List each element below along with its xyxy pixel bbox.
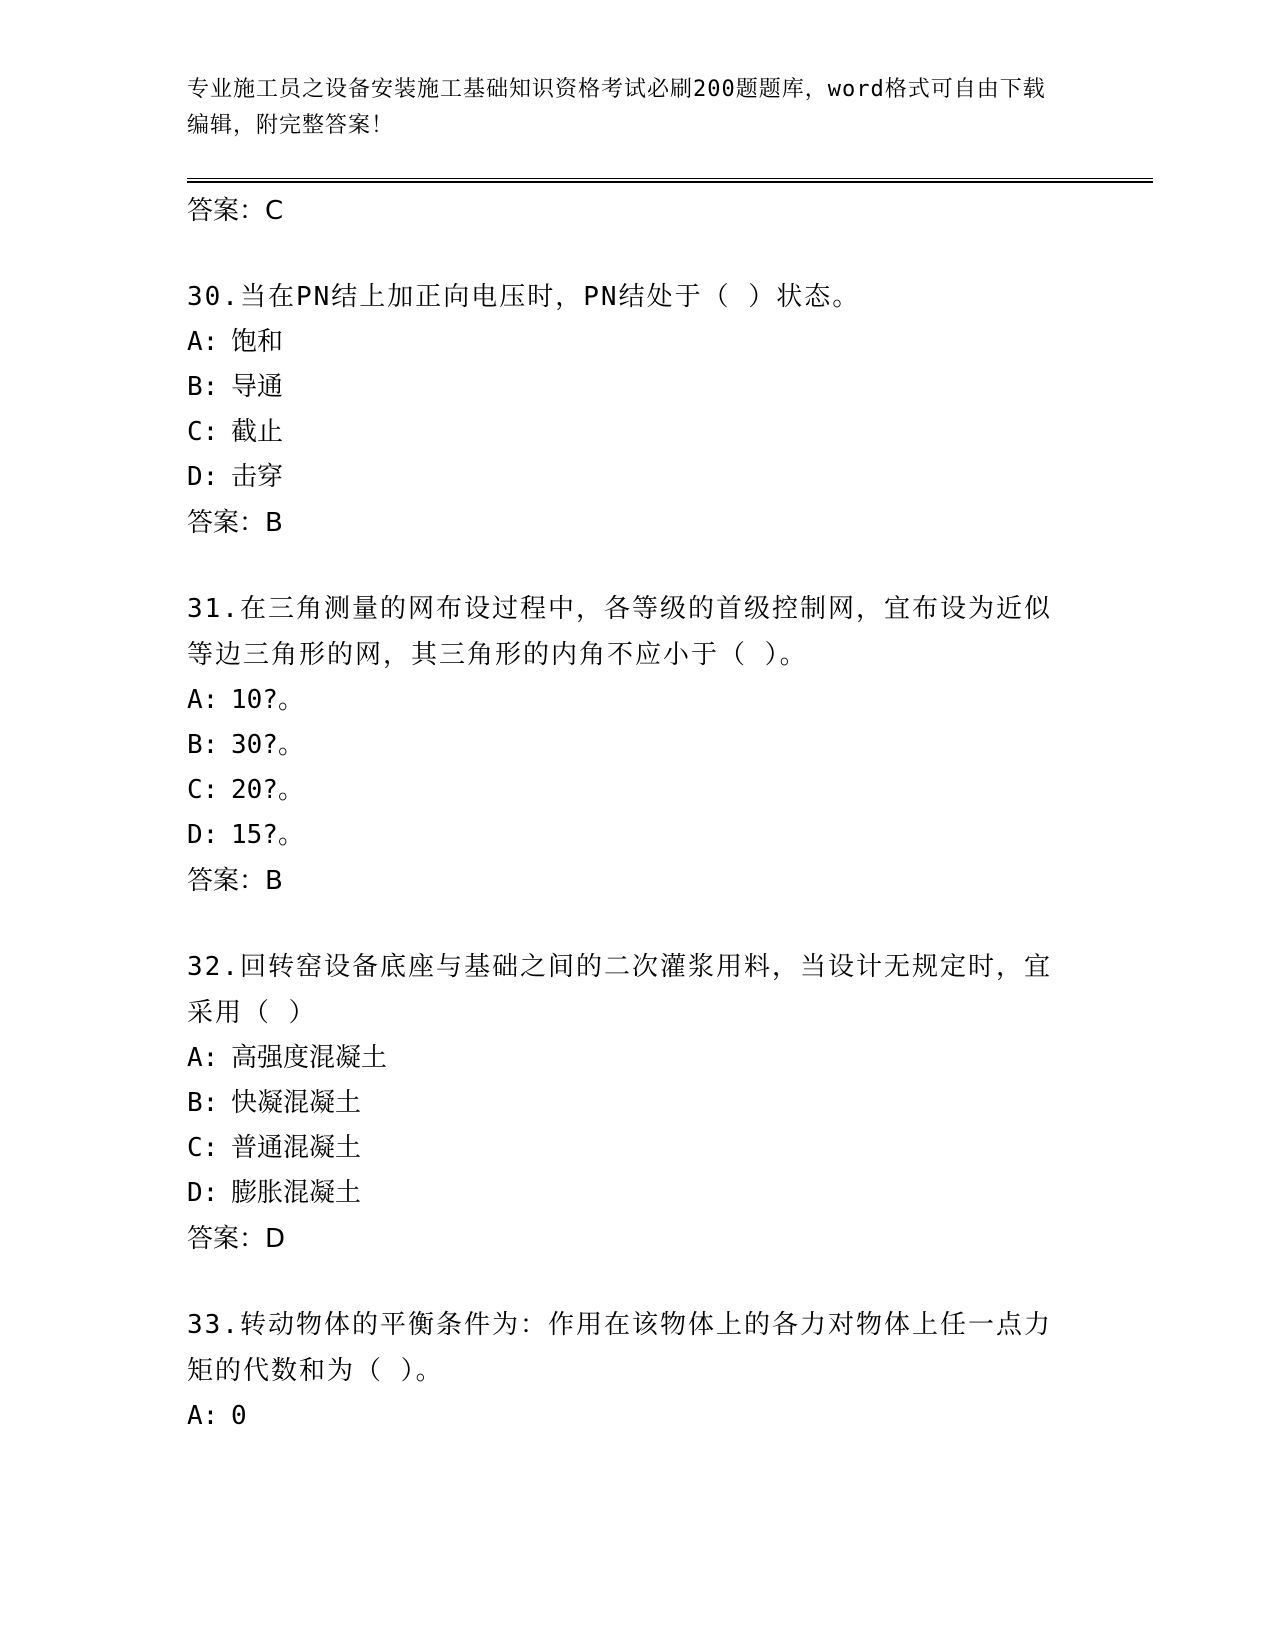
option-a [187, 678, 1087, 723]
option-text: 导通 [231, 372, 284, 402]
option-b [187, 723, 1087, 768]
answer-label: 答案： [187, 866, 266, 896]
question-stem: 30.当在PN结上加正向电压时，PN结处于（ ）状态。 [187, 282, 861, 312]
question-30 [187, 274, 1087, 546]
page-header: 专业施工员之设备安装施工基础知识资格考试必刷200题题库，word格式可自由下载编辑，附完整答案！ [187, 77, 1046, 138]
option-letter: C: [187, 1133, 219, 1163]
option-text: 饱和 [231, 327, 284, 357]
option-text: 普通混凝土 [231, 1133, 362, 1163]
answer-value: D [265, 1224, 286, 1254]
option-letter: A: [187, 1043, 219, 1073]
option-text: 快凝混凝土 [231, 1088, 362, 1118]
option-d [187, 1171, 1087, 1216]
answer-line [187, 188, 1087, 234]
option-text: 膨胀混凝土 [231, 1178, 362, 1208]
option-letter: B: [187, 730, 219, 760]
option-text: 0 [231, 1401, 247, 1431]
option-letter: C: [187, 417, 219, 447]
option-d [187, 455, 1087, 500]
answer-line [187, 858, 1087, 904]
question-stem: 33.转动物体的平衡条件为：作用在该物体上的各力对物体上任一点力矩的代数和为（ ）。 [187, 1310, 1052, 1386]
option-b [187, 1081, 1087, 1126]
question-32 [187, 944, 1087, 1262]
header-divider [187, 178, 1153, 183]
option-letter: A: [187, 327, 219, 357]
answer-value: B [265, 508, 283, 538]
question-stem: 31.在三角测量的网布设过程中，各等级的首级控制网，宜布设为近似等边三角形的网，其三角形的内角不应小于（ ）。 [187, 594, 1052, 670]
document-body [187, 188, 1087, 1439]
option-letter: C: [187, 775, 219, 805]
answer-label: 答案： [187, 196, 266, 226]
answer-value: B [265, 866, 283, 896]
option-letter: B: [187, 372, 219, 402]
option-c [187, 768, 1087, 813]
option-letter: D: [187, 820, 219, 850]
option-text: 10?。 [231, 685, 304, 715]
option-text: 击穿 [231, 462, 284, 492]
option-a [187, 1036, 1087, 1081]
option-a [187, 320, 1087, 365]
question-33 [187, 1302, 1087, 1439]
question-31 [187, 586, 1087, 904]
option-text: 15?。 [231, 820, 304, 850]
option-letter: A: [187, 685, 219, 715]
option-letter: A: [187, 1401, 219, 1431]
option-b [187, 365, 1087, 410]
option-text: 截止 [231, 417, 284, 447]
option-text: 20?。 [231, 775, 304, 805]
option-text: 高强度混凝土 [231, 1043, 388, 1073]
answer-label: 答案： [187, 508, 266, 538]
option-letter: B: [187, 1088, 219, 1118]
document-page [187, 0, 1157, 1650]
answer-line [187, 500, 1087, 546]
option-letter: D: [187, 1178, 219, 1208]
option-c [187, 1126, 1087, 1171]
question-stem: 32.回转窑设备底座与基础之间的二次灌浆用料，当设计无规定时，宜采用（ ） [187, 952, 1052, 1028]
answer-line [187, 1216, 1087, 1262]
option-c [187, 410, 1087, 455]
option-d [187, 813, 1087, 858]
option-a [187, 1394, 1087, 1439]
option-letter: D: [187, 462, 219, 492]
answer-label: 答案： [187, 1224, 266, 1254]
option-text: 30?。 [231, 730, 304, 760]
answer-value: C [265, 196, 284, 226]
